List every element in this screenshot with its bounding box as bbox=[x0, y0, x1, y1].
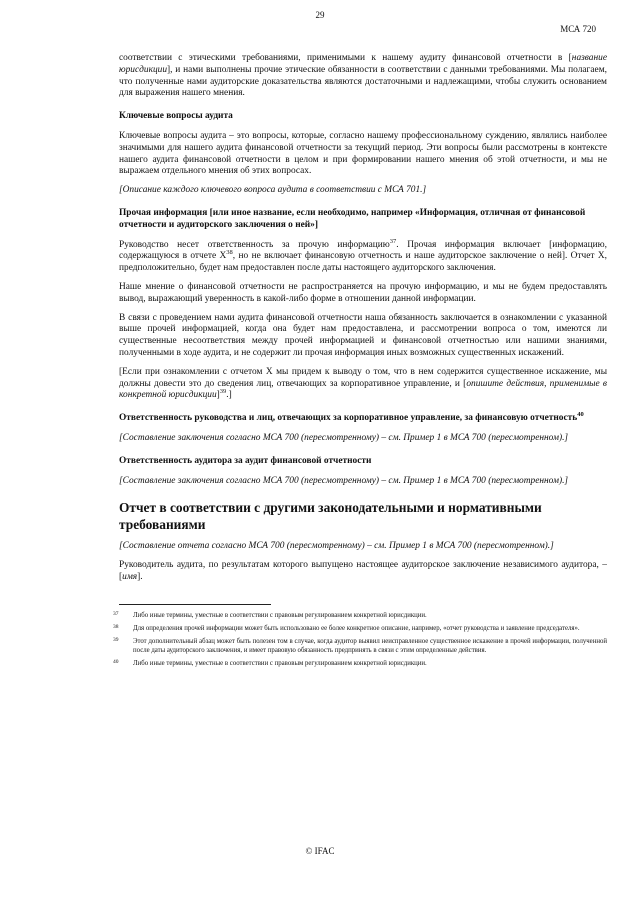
other-information-heading: Прочая информация [или иное название, если необходимо, например «Информация, отличная от финансовой отчетности и аудиторского заключения о ней»] bbox=[119, 207, 586, 230]
management-responsibility-heading: Ответственность руководства и лиц, отвечающих за корпоративное управление, за финансовую отчетность$^{40}$ bbox=[119, 411, 584, 424]
engagement-partner-paragraph: Руководитель аудита, по результатам которого выпущено настоящее аудиторское заключение независимого аудитора, – [имя]. bbox=[119, 560, 607, 582]
footnote-38: 38 Для определения прочей информации может быть использовано ее более конкретное описание, например, «отчет руководства и заявление председателя». bbox=[113, 623, 580, 632]
intro-paragraph: соответствии с этическими требованиями, применимыми к нашему аудиту финансовой отчетности в [название юрисдикции], и нами выполнены прочие этические обязанности в соответствии с данными требованиями. Мы полагаем, что полученные нами аудиторские доказательства являются достаточными и надлежащими, чтобы служить основанием для выражения нашего мнения. bbox=[119, 53, 607, 99]
page-number: 29 bbox=[315, 10, 325, 20]
page-content bbox=[113, 53, 608, 672]
footnote-ref-37[interactable]: 37 bbox=[389, 237, 397, 245]
other-information-paragraph-1: Руководство несет ответственность за прочую информацию$^{37}$. Прочая информация включает [информацию, содержащуюся в отчете $X^{38}$, но не включает финансовую отчетность и наше аудиторское заключение о ней]. Отчет X, предположительно, будет нам предоставлен после даты настоящего аудиторского заключения. bbox=[119, 237, 608, 274]
other-information-paragraph-3: В связи с проведением нами аудита финансовой отчетности наша обязанность заключается в ознакомлении с указанной выше прочей информацией, когда она будет нам предоставлена, и рассмотрении вопроса о том, имеются ли существенные несоответствия между прочей информацией и финансовой отчетностью или нашими знаниями, полученными в ходе аудита, и не содержит ли прочая информация иных возможных существенных искажений. bbox=[119, 312, 607, 358]
management-responsibility-note: [Составление заключения согласно МСА 700 (пересмотренному) – см. Пример 1 в МСА 700 (пересмотренном).] bbox=[119, 432, 569, 443]
footnote-ref-38[interactable]: 38 bbox=[226, 249, 233, 257]
copyright-footer: © IFAC bbox=[305, 846, 335, 856]
footnote-divider bbox=[119, 604, 271, 605]
key-audit-matters-paragraph: Ключевые вопросы аудита – это вопросы, которые, согласно нашему профессиональному суждению, являлись наиболее значимыми для нашего аудита финансовой отчетности за текущий период. Эти вопросы были рассмотрены в контексте нашего аудита финансовой отчетности в целом и при формировании нашего мнения об этой отчетности, и мы не выражаем отдельного мнения об этих вопросах. bbox=[119, 130, 607, 177]
auditor-responsibility-note: [Составление заключения согласно МСА 700 (пересмотренному) – см. Пример 1 в МСА 700 (пересмотренном).] bbox=[119, 475, 569, 486]
key-audit-matters-note: [Описание каждого ключевого вопроса аудита в соответствии с МСА 701.] bbox=[119, 185, 427, 196]
key-audit-matters-heading: Ключевые вопросы аудита bbox=[119, 111, 233, 122]
footnote-ref-39[interactable]: 39 bbox=[219, 388, 227, 396]
other-requirements-heading: Отчет в соответствии с другими законодательными и нормативными требованиями bbox=[119, 500, 542, 533]
other-requirements-note: [Составление отчета согласно МСА 700 (пересмотренному) – см. Пример 1 в МСА 700 (пересмотренном).] bbox=[119, 541, 554, 552]
other-information-paragraph-2: Наше мнение о финансовой отчетности не распространяется на прочую информацию, и мы не будем предоставлять вывод, выражающий уверенность в какой-либо форме в отношении данной информации. bbox=[119, 281, 607, 304]
document-reference: МСА 720 bbox=[560, 24, 596, 34]
footnote-40: 40 Либо иные термины, уместные в соответствии с правовым регулированием конкретной юрисдикции. bbox=[113, 658, 427, 667]
auditor-responsibility-heading: Ответственность аудитора за аудит финансовой отчетности bbox=[119, 455, 372, 466]
other-information-paragraph-4: [Если при ознакомлении с отчетом X мы придем к выводу о том, что в нем содержится существенное искажение, мы должны довести это до сведения лиц, отвечающих за корпоративное управление, и [опишите действия, применимые в конкретной юрисдикции]$^{39}$.] bbox=[119, 366, 608, 401]
footnote-39: 39 Этот дополнительный абзац может быть полезен том в случае, когда аудитор выявил неисправленное существенное искажение в прочей информации, полученной после даты аудиторского заключения, и имеет правовую обязанность предпринять в связи с этим определенные действия. bbox=[113, 636, 607, 654]
footnote-37: 37 Либо иные термины, уместные в соответствии с правовым регулированием конкретной юрисдикции. bbox=[113, 610, 427, 619]
footnote-ref-40[interactable]: 40 bbox=[577, 411, 584, 418]
